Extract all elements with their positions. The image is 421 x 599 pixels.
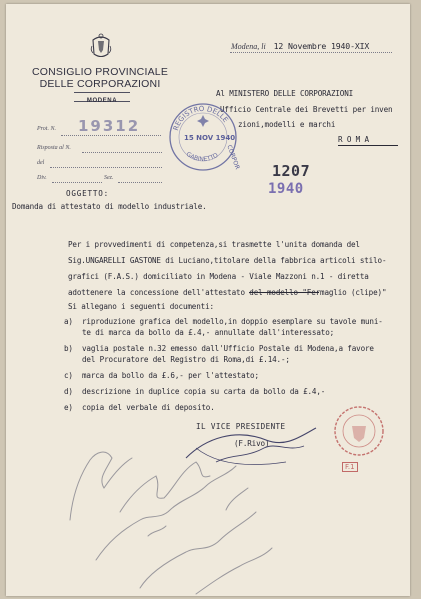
org-line1: CONSIGLIO PROVINCIALE bbox=[31, 66, 169, 78]
stamp-right-text: CORPOR bbox=[225, 144, 241, 171]
document-sheet bbox=[6, 4, 410, 596]
coat-of-arms-icon bbox=[90, 32, 112, 60]
item-b-mark: b) bbox=[64, 344, 73, 353]
seal-mark: F.1 bbox=[342, 462, 358, 472]
recipient-city-underline bbox=[338, 145, 398, 146]
prot-label: Prot. N. bbox=[37, 126, 56, 132]
item-e-text: copia del verbale di deposito. bbox=[82, 403, 215, 412]
date-place: Modena, li bbox=[231, 42, 266, 51]
item-b-text: vaglia postale n.32 emesso dall'Ufficio Postale di Modena,a favore bbox=[82, 344, 374, 353]
risposta-dotline bbox=[82, 152, 162, 153]
item-a-cont: te di marca da bollo da £.4,- annullate dall'interessato; bbox=[82, 328, 335, 337]
allegati-intro: Si allegano i seguenti documenti: bbox=[68, 302, 214, 311]
prot-dotline bbox=[61, 135, 161, 136]
del-dotline bbox=[50, 167, 162, 168]
body-strike-mark bbox=[249, 292, 319, 293]
item-c-mark: c) bbox=[64, 371, 73, 380]
item-d-text: descrizione in duplice copia su carta da bollo da £.4,- bbox=[82, 387, 326, 396]
date-dotline bbox=[230, 52, 392, 53]
signature-name: (F.Rivo) bbox=[234, 439, 270, 448]
body-line-2: Sig.UNGARELLI GASTONE di Luciano,titolare della fabbrica articoli stilo- bbox=[68, 256, 387, 265]
stamp-top-text: REGISTRO DELLE bbox=[171, 104, 230, 132]
item-a-text: riproduzione grafica del modello,in doppio esemplare su tavole muni- bbox=[82, 317, 383, 326]
org-name bbox=[30, 66, 170, 90]
sez-dotline bbox=[118, 182, 162, 183]
svg-text:GABINETTO bbox=[185, 151, 220, 163]
item-e-mark: e) bbox=[64, 403, 73, 412]
date-line bbox=[231, 41, 369, 51]
signature-title: IL VICE PRESIDENTE bbox=[196, 422, 286, 431]
item-d-mark: d) bbox=[64, 387, 73, 396]
sez-label: Sez. bbox=[104, 175, 114, 181]
body-line-4: adottenere la concessione dell'attestato del modello "Fermaglio (clipe)" bbox=[68, 288, 387, 297]
date-value: 12 Novembre 1940-XIX bbox=[273, 41, 370, 51]
del-label: del bbox=[37, 160, 45, 166]
stamp-bottom-text: GABINETTO bbox=[184, 150, 220, 164]
recipient-line1: Al MINISTERO DELLE CORPORAZIONI bbox=[216, 89, 354, 98]
div-dotline bbox=[52, 182, 102, 183]
official-seal-icon bbox=[332, 404, 386, 458]
subject-label: OGGETTO: bbox=[66, 189, 109, 198]
recipient-line2: Ufficio Centrale dei Brevetti per inven bbox=[220, 105, 393, 114]
recipient-line3: zioni,modelli e marchi bbox=[238, 120, 336, 129]
body-line-1: Per i provvedimenti di competenza,si trasmette l'unita domanda del bbox=[68, 240, 360, 249]
prot-number: 19312 bbox=[78, 117, 141, 135]
handwritten-signature bbox=[176, 418, 326, 474]
subject-text: Domanda di attestato di modello industriale. bbox=[12, 202, 207, 211]
body-line-3: grafici (F.A.S.) domiciliato in Modena - Viale Mazzoni n.1 - diretta bbox=[68, 272, 369, 281]
item-a-mark: a) bbox=[64, 317, 73, 326]
div-label: Div. bbox=[37, 175, 47, 181]
item-b-cont: del Procuratore del Registro di Roma,di £.14.-; bbox=[82, 355, 290, 364]
item-c-text: marca da bollo da £.6,- per l'attestato; bbox=[82, 371, 259, 380]
org-city-band bbox=[74, 92, 130, 102]
registration-number: 1207 bbox=[272, 162, 311, 180]
registration-year: 1940 bbox=[268, 181, 304, 197]
org-city: MODENA bbox=[86, 98, 118, 104]
org-line2: DELLE CORPORAZIONI bbox=[39, 78, 161, 90]
recipient-city: R O M A bbox=[338, 135, 369, 144]
risposta-label: Risposta al N. bbox=[37, 145, 71, 151]
stamp-date: 15 NOV 1940 bbox=[184, 134, 236, 142]
